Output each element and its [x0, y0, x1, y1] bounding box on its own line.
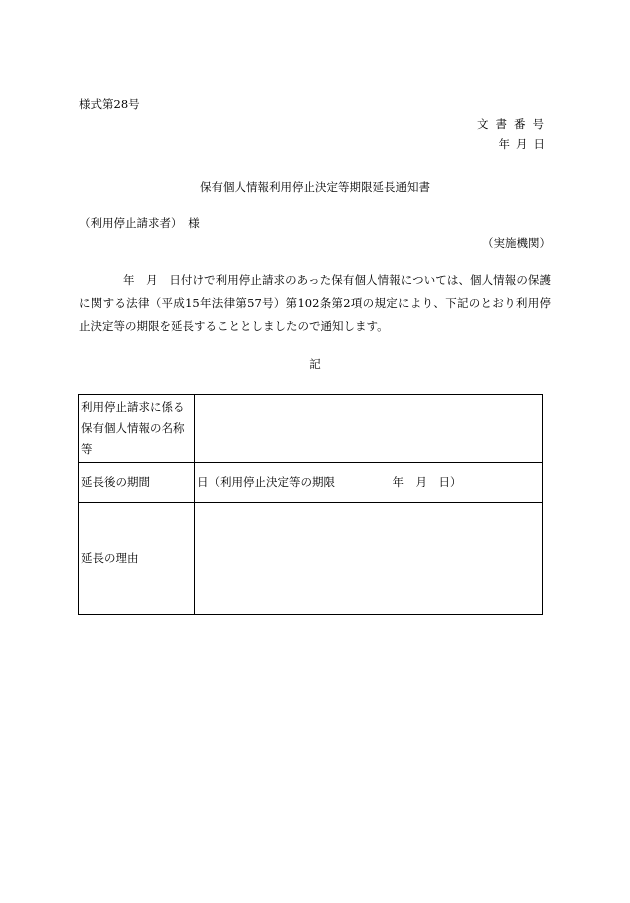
- document-number-label: 文書番号: [477, 117, 551, 131]
- row-label: 利用停止請求に係る保有個人情報の名称等: [79, 395, 195, 463]
- table-row-extended-period: [79, 463, 543, 503]
- detail-table: [78, 394, 543, 615]
- notice-paragraph: 年 月 日付けで利用停止請求のあった保有個人情報については、個人情報の保護に関する法律（平成15年法律第57号）第102条第2項の規定により、下記のとおり利用停止決定等の期限を延長することとしましたので通知します。: [79, 273, 551, 333]
- document-date-label: 年月日: [498, 137, 551, 151]
- form-number: 様式第28号: [79, 97, 140, 111]
- document-title: 保有個人情報利用停止決定等期限延長通知書: [200, 180, 430, 194]
- row-value: [195, 503, 543, 615]
- row-label: 延長後の期間: [79, 463, 195, 503]
- row-label: 延長の理由: [79, 503, 195, 615]
- table-row-extension-reason: [79, 503, 543, 615]
- notice-body: [79, 269, 551, 338]
- row-value: 日（利用停止決定等の期限 年 月 日）: [195, 463, 543, 503]
- ki-heading: 記: [309, 357, 321, 371]
- table-row-information-name: [79, 395, 543, 463]
- row-value: [195, 395, 543, 463]
- addressee-line: （利用停止請求者） 様: [79, 216, 200, 230]
- agency-line: （実施機関）: [482, 236, 551, 250]
